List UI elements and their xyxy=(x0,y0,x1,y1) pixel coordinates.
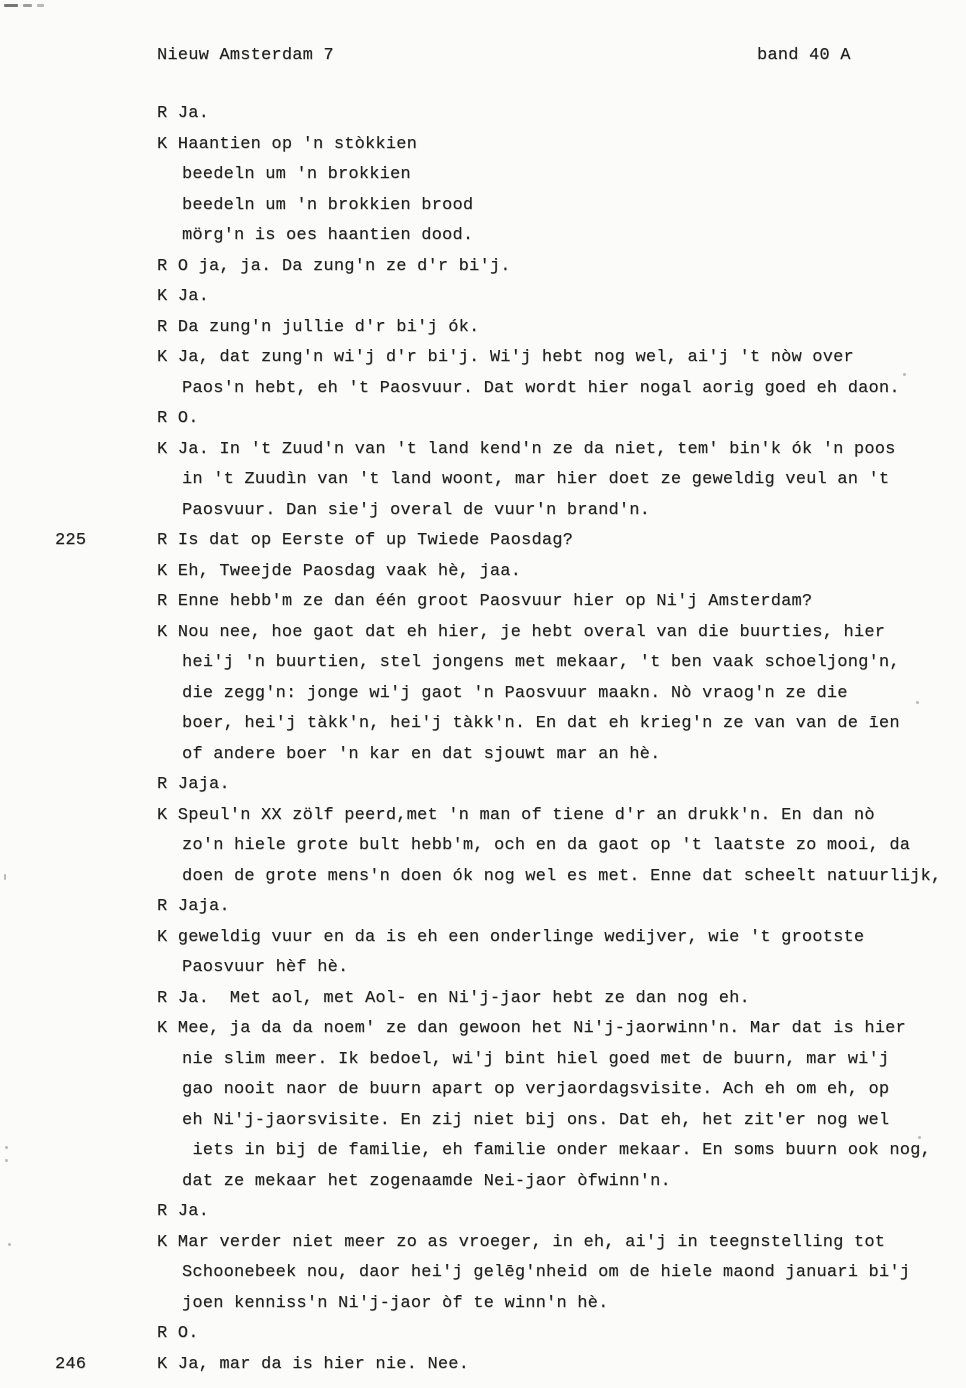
line-text: K Mee, ja da da noem' ze dan gewoon het Ni'j-jaorwinn'n. Mar dat is hier xyxy=(157,1019,906,1038)
line-text: eh Ni'j-jaorsvisite. En zij niet bij ons. Dat eh, het zit'er nog wel xyxy=(182,1110,890,1130)
transcript xyxy=(0,104,966,1385)
transcript-line xyxy=(0,1263,966,1294)
line-text: R O. xyxy=(157,1324,199,1343)
line-text: K Haantien op 'n stòkkien xyxy=(157,134,418,154)
line-text: R Ja. xyxy=(157,104,210,123)
line-text: nie slim meer. Ik bedoel, wi'j bint hiel goed met de buurn, mar wi'j xyxy=(182,1049,890,1069)
transcript-line xyxy=(0,1233,966,1264)
line-text: joen kenniss'n Ni'j-jaor òf te winn'n hè. xyxy=(182,1293,609,1313)
transcript-line xyxy=(0,836,966,867)
transcript-line xyxy=(0,287,966,318)
transcript-line xyxy=(0,928,966,959)
line-text: in 't Zuudìn van 't land woont, mar hier doet ze geweldig veul an 't xyxy=(182,470,890,489)
line-text: R Jaja. xyxy=(157,897,230,916)
scan-artifact-top-left xyxy=(4,4,44,7)
line-text: zo'n hiele grote bult hebb'm, och en da gaot op 't laatste zo mooi, da xyxy=(182,836,911,855)
line-text: K Ja, mar da is hier nie. Nee. xyxy=(157,1354,470,1374)
transcript-line xyxy=(0,1050,966,1081)
line-text: R Is dat op Eerste of up Twiede Paosdag? xyxy=(157,531,574,550)
line-text: of andere boer 'n kar en dat sjouwt mar an hè. xyxy=(182,744,661,764)
transcript-line xyxy=(0,653,966,684)
line-text: gao nooit naor de buurn apart op verjaordagsvisite. Ach eh om eh, op xyxy=(182,1080,890,1099)
line-text: hei'j 'n buurtien, stel jongens met mekaar, 't ben vaak schoeljong'n, xyxy=(182,653,900,672)
transcript-line xyxy=(0,135,966,166)
line-text: beedeln um 'n brokkien xyxy=(182,165,411,184)
transcript-line xyxy=(0,531,966,562)
line-text: K Speul'n XX zölf peerd,met 'n man of tiene d'r an drukk'n. En dan nò xyxy=(157,805,875,825)
line-text: R O ja, ja. Da zung'n ze d'r bi'j. xyxy=(157,256,511,276)
line-text: K Ja. In 't Zuud'n van 't land kend'n ze da niet, tem' bin'k ók 'n poos xyxy=(157,439,896,459)
transcript-line xyxy=(0,1019,966,1050)
line-text: K Eh, Tweejde Paosdag vaak hè, jaa. xyxy=(157,561,522,581)
transcript-line xyxy=(0,1141,966,1172)
line-text: dat ze mekaar het zogenaamde Nei-jaor òfwinn'n. xyxy=(182,1171,671,1191)
transcript-line xyxy=(0,714,966,745)
line-text: boer, hei'j tàkk'n, hei'j tàkk'n. En dat eh krieg'n ze van van de īen xyxy=(182,714,900,733)
line-text: R Ja. xyxy=(157,1202,210,1221)
document-title: Nieuw Amsterdam 7 xyxy=(157,46,334,65)
line-text: K Mar verder niet meer zo as vroeger, in eh, ai'j in teegnstelling tot xyxy=(157,1232,886,1252)
transcript-line xyxy=(0,623,966,654)
transcript-line xyxy=(0,409,966,440)
line-text: Paosvuur. Dan sie'j overal de vuur'n brand'n. xyxy=(182,500,651,520)
line-text: K geweldig vuur en da is eh een onderlinge wedijver, wie 't grootste xyxy=(157,927,865,947)
line-text: doen de grote mens'n doen ók nog wel es met. Enne dat scheelt natuurlijk, xyxy=(182,866,942,886)
transcript-line xyxy=(0,775,966,806)
transcript-line xyxy=(0,1202,966,1233)
transcript-line xyxy=(0,470,966,501)
transcript-line xyxy=(0,592,966,623)
transcript-line xyxy=(0,501,966,532)
line-text: iets in bij de familie, eh familie onder mekaar. En soms buurn ook nog, xyxy=(182,1141,931,1160)
transcript-line xyxy=(0,348,966,379)
line-text: R Jaja. xyxy=(157,775,230,794)
transcript-line xyxy=(0,257,966,288)
line-text: K Ja, dat zung'n wi'j d'r bi'j. Wi'j hebt nog wel, ai'j 't nòw over xyxy=(157,348,854,367)
transcript-line xyxy=(0,897,966,928)
line-number: 246 xyxy=(55,1354,87,1374)
line-text: R Enne hebb'm ze dan één groot Paosvuur hier op Ni'j Amsterdam? xyxy=(157,592,813,611)
transcript-line xyxy=(0,226,966,257)
line-text: R Ja. Met aol, met Aol- en Ni'j-jaor hebt ze dan nog eh. xyxy=(157,988,750,1008)
transcript-line xyxy=(0,104,966,135)
line-text: R O. xyxy=(157,409,199,428)
transcript-line xyxy=(0,684,966,715)
tape-reference: band 40 A xyxy=(757,46,851,65)
transcript-line xyxy=(0,989,966,1020)
transcript-line xyxy=(0,562,966,593)
line-text: die zegg'n: jonge wi'j gaot 'n Paosvuur maakn. Nò vraog'n ze die xyxy=(182,683,848,703)
transcript-line xyxy=(0,1111,966,1142)
transcript-line xyxy=(0,958,966,989)
line-text: Paos'n hebt, eh 't Paosvuur. Dat wordt hier nogal aorig goed eh daon. xyxy=(182,378,900,398)
transcript-line xyxy=(0,379,966,410)
transcript-line xyxy=(0,806,966,837)
line-text: K Nou nee, hoe gaot dat eh hier, je hebt overal van die buurties, hier xyxy=(157,622,886,642)
transcript-line xyxy=(0,318,966,349)
line-text: Schoonebeek nou, daor hei'j gelēg'nheid om de hiele maond januari bi'j xyxy=(182,1263,911,1282)
line-text: beedeln um 'n brokkien brood xyxy=(182,195,474,215)
transcript-line xyxy=(0,440,966,471)
transcript-line xyxy=(0,1355,966,1386)
transcript-line xyxy=(0,1172,966,1203)
line-text: Paosvuur hèf hè. xyxy=(182,958,349,977)
line-number: 225 xyxy=(55,531,87,550)
line-text: K Ja. xyxy=(157,287,210,306)
line-text: mörg'n is oes haantien dood. xyxy=(182,226,474,245)
transcript-line xyxy=(0,165,966,196)
transcript-line xyxy=(0,1324,966,1355)
transcript-line xyxy=(0,1294,966,1325)
transcript-line xyxy=(0,745,966,776)
transcript-line xyxy=(0,867,966,898)
line-text: R Da zung'n jullie d'r bi'j ók. xyxy=(157,317,480,337)
transcript-line xyxy=(0,196,966,227)
transcript-line xyxy=(0,1080,966,1111)
